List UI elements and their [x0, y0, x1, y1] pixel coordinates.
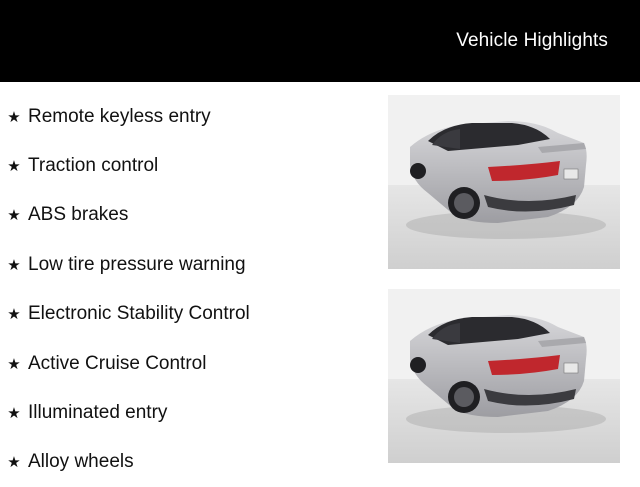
- feature-label: Illuminated entry: [28, 402, 168, 424]
- vehicle-photo[interactable]: [388, 95, 620, 269]
- star-icon: ★: [7, 108, 21, 126]
- star-icon: ★: [7, 306, 21, 324]
- star-icon: ★: [7, 454, 21, 472]
- star-icon: ★: [7, 158, 21, 176]
- feature-item: [0, 290, 380, 339]
- star-icon: ★: [7, 207, 21, 225]
- feature-label: Low tire pressure warning: [28, 253, 246, 275]
- header-bar: [0, 0, 640, 82]
- feature-label: Remote keyless entry: [28, 105, 211, 127]
- car-rear-photo-icon: [388, 95, 620, 269]
- car-rear-photo-icon: [388, 289, 620, 463]
- feature-item: [0, 141, 380, 190]
- page-title: Vehicle Highlights: [456, 30, 608, 51]
- star-icon: ★: [7, 256, 21, 274]
- star-icon: ★: [7, 355, 21, 373]
- feature-item: [0, 240, 380, 289]
- feature-list: [0, 92, 380, 487]
- feature-item: [0, 388, 380, 437]
- feature-label: Electronic Stability Control: [28, 303, 250, 325]
- feature-label: Active Cruise Control: [28, 352, 207, 374]
- feature-label: ABS brakes: [28, 204, 129, 226]
- feature-item: [0, 191, 380, 240]
- feature-label: Alloy wheels: [28, 451, 134, 473]
- feature-label: Traction control: [28, 155, 159, 177]
- star-icon: ★: [7, 405, 21, 423]
- vehicle-photo[interactable]: [388, 289, 620, 463]
- feature-item: [0, 92, 380, 141]
- feature-item: [0, 339, 380, 388]
